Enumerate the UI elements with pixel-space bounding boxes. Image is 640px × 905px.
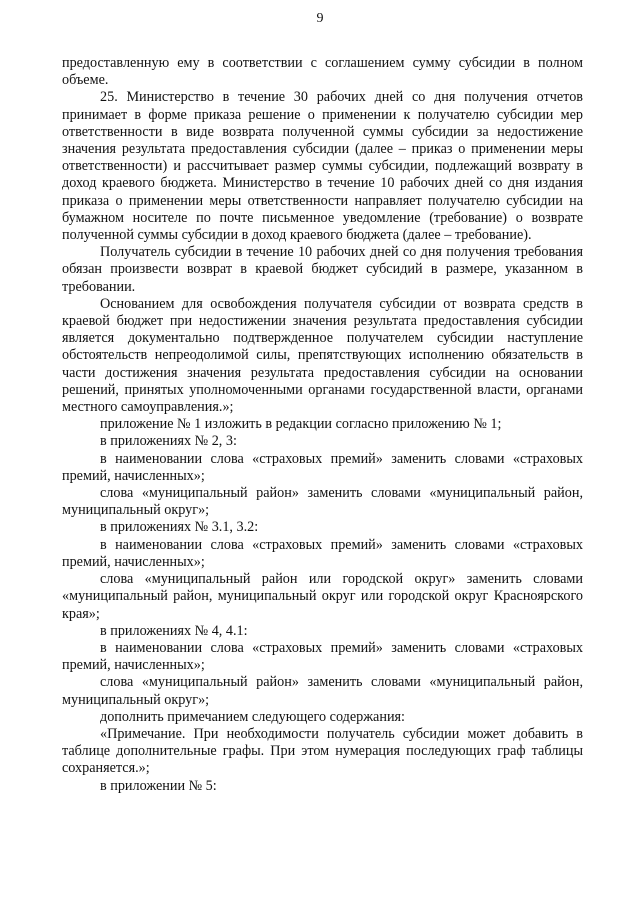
paragraph: 25. Министерство в течение 30 рабочих дней со дня получения отчетов принимает в форме приказа решение о применении к получателю субсидии мер ответственности в виде возврата полученной суммы субсидии за недостижение значения результата предоставления субсидии (далее – приказ о применении меры ответственности) и рассчитывает размер суммы субсидии, подлежащий возврату в доход краевого бюджета. Министерство в течение 10 рабочих дней со дня издания приказа о применении меры ответственности направляет получателю субсидии на бумажном носителе по почте письменное уведомление (требование) о возврате полученной суммы субсидии в доход краевого бюджета (далее – требование). <box>62 89 583 244</box>
paragraph: Получатель субсидии в течение 10 рабочих дней со дня получения требования обязан произвести возврат в краевой бюджет субсидий в размере, указанном в требовании. <box>62 244 583 295</box>
paragraph: в наименовании слова «страховых премий» заменить словами «страховых премий, начисленных»; <box>62 536 583 570</box>
page-number: 9 <box>316 11 324 26</box>
paragraph: в наименовании слова «страховых премий» заменить словами «страховых премий, начисленных»; <box>62 450 583 484</box>
paragraph: дополнить примечанием следующего содержания: <box>100 708 406 725</box>
paragraph: «Примечание. При необходимости получатель субсидии может добавить в таблице дополнительные графы. При этом нумерация последующих граф таблицы сохраняется.»; <box>62 725 583 777</box>
document-body <box>62 55 583 795</box>
paragraph: предоставленную ему в соответствии с соглашением сумму субсидии в полном объеме. <box>62 55 583 89</box>
paragraph: Основанием для освобождения получателя субсидии от возврата средств в краевой бюджет при недостижении значения результата предоставления субсидии является документально подтвержденное получателем субсидии наступление обстоятельств непреодолимой силы, препятствующих исполнению обязательств в части достижения значения результата предоставления субсидии на основании решений, принятых уполномоченными органами государственной власти, органами местного самоуправления.»; <box>62 295 583 416</box>
paragraph: в наименовании слова «страховых премий» заменить словами «страховых премий, начисленных»; <box>62 639 583 674</box>
paragraph: слова «муниципальный район или городской округ» заменить словами «муниципальный район, муниципальный округ или городской округ Красноярского края»; <box>62 571 583 622</box>
paragraph: слова «муниципальный район» заменить словами «муниципальный район, муниципальный округ»; <box>62 674 583 708</box>
paragraph: в приложении № 5: <box>100 777 217 794</box>
paragraph: в приложениях № 2, 3: <box>100 433 237 450</box>
paragraph: приложение № 1 изложить в редакции согласно приложению № 1; <box>100 416 502 433</box>
paragraph: в приложениях № 3.1, 3.2: <box>100 519 259 536</box>
paragraph: в приложениях № 4, 4.1: <box>100 622 248 639</box>
paragraph: слова «муниципальный район» заменить словами «муниципальный район, муниципальный округ»; <box>62 485 583 519</box>
